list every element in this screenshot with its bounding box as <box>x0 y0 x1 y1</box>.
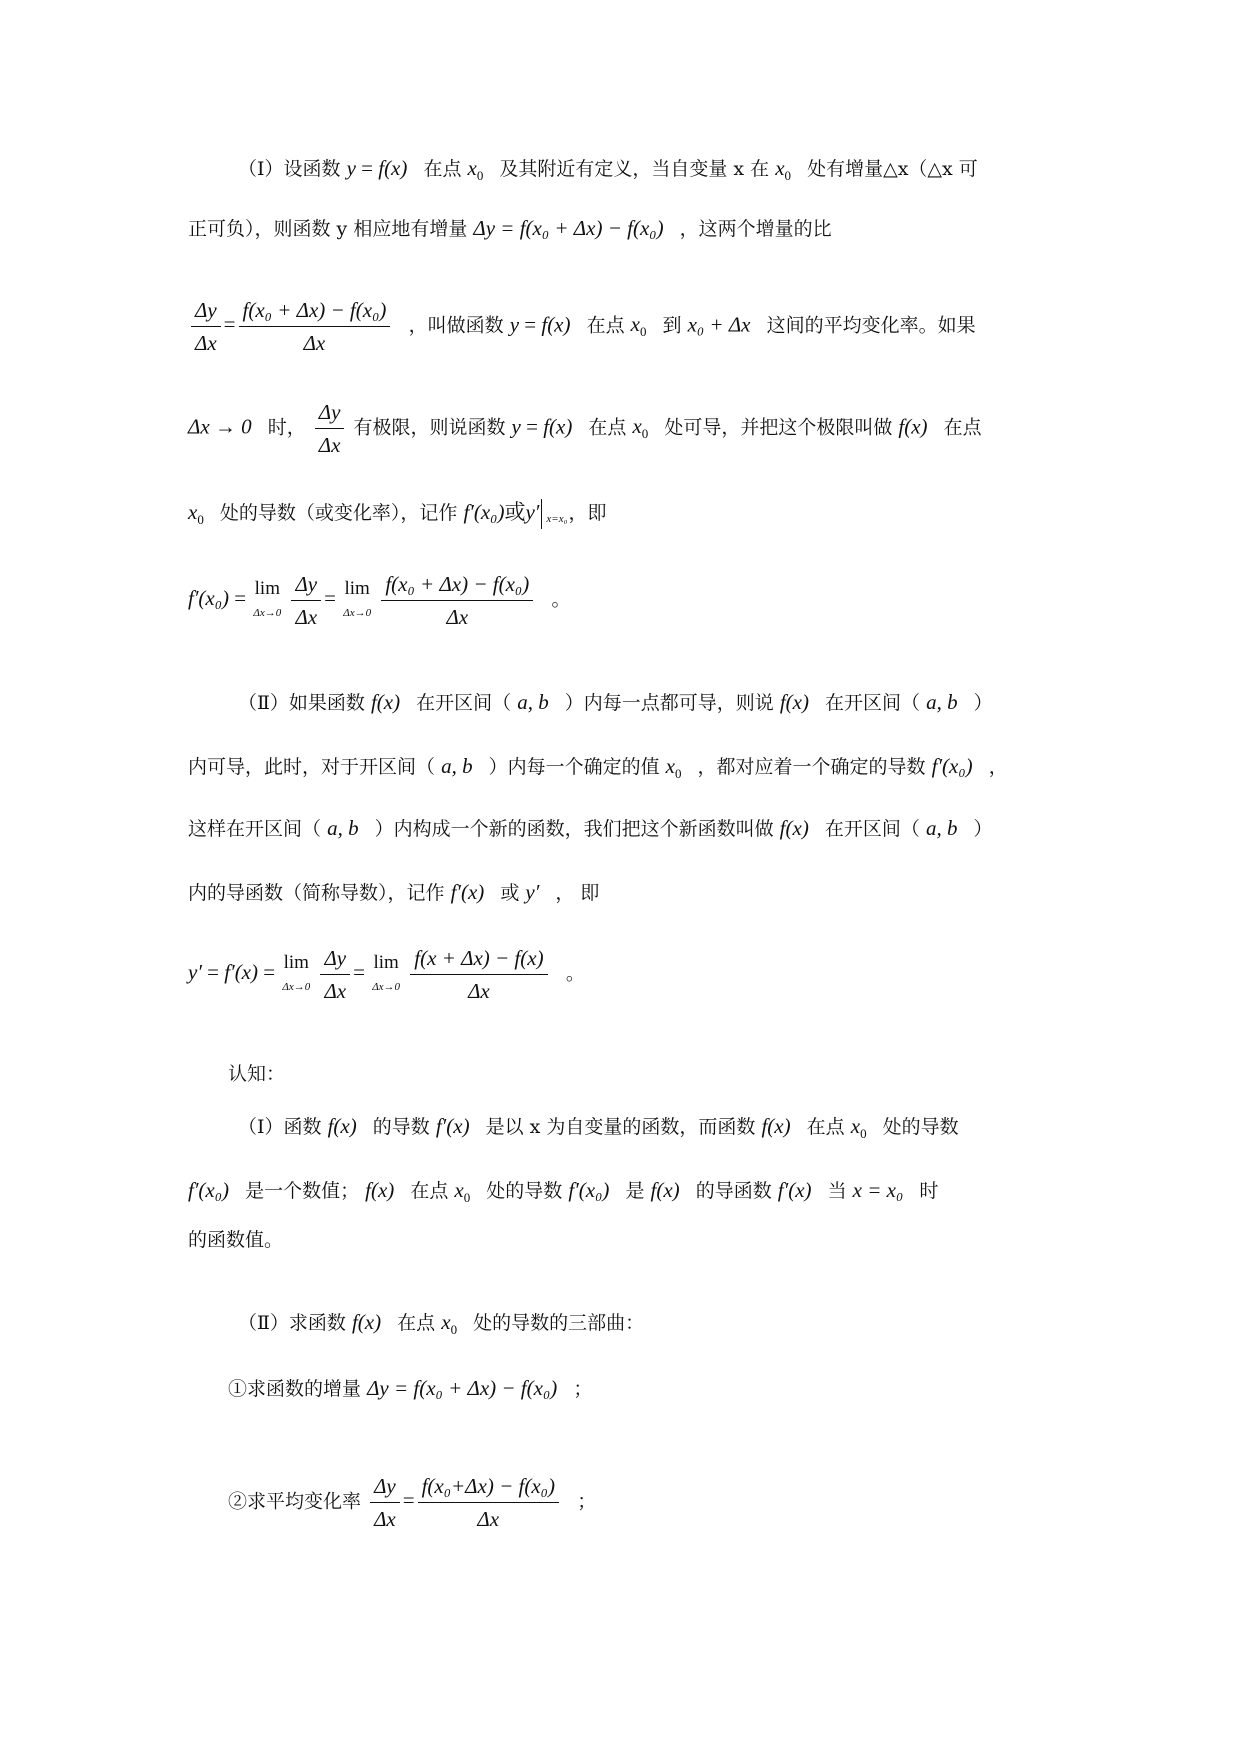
formula-fx: f(x) <box>327 1114 357 1138</box>
p2-line-3 <box>188 814 993 843</box>
text: ） <box>973 692 993 714</box>
p2-line-1 <box>238 688 993 717</box>
text: 当 <box>827 1180 847 1202</box>
formula-notation: f′(x₀)或y′ x=x₀ <box>463 500 542 524</box>
text: ①求函数的增量 <box>228 1378 362 1400</box>
formula-x0: $x_0$ <box>665 754 682 782</box>
text: 处的导数的三部曲： <box>473 1312 645 1334</box>
p3-line-1 <box>238 1112 959 1148</box>
formula-ab: a, b <box>926 690 958 714</box>
text: ，都对应着一个确定的导数 <box>697 756 926 778</box>
text: 。 <box>551 588 571 611</box>
text: 内的导函数（简称导数），记作 <box>188 882 445 904</box>
text: 在开区间（ <box>416 692 512 714</box>
text: （Ⅱ）如果函数 <box>238 692 365 714</box>
formula-ab: a, b <box>517 690 549 714</box>
text: （Ⅰ）函数 <box>238 1116 322 1138</box>
formula-average-rate: $\frac{\Delta y}{\Delta x}$ = $\frac{\text{f(x₀+Δx) − f(x₀)}}{\Delta x}$ <box>367 1488 567 1512</box>
formula-fx: f(x) <box>779 816 809 840</box>
text: （Ⅱ）求函数 <box>238 1312 346 1334</box>
formula-fx: f(x) <box>351 1310 382 1334</box>
formula-x0-plus-dx: x₀ + Δx <box>687 312 751 337</box>
text: 处的导数（或变化率），记作 <box>219 502 458 524</box>
formula-x0: $x_0$ <box>454 1178 471 1206</box>
text: 在开区间（ <box>825 692 921 714</box>
p4-line-1 <box>238 1308 644 1344</box>
formula-ab: a, b <box>441 754 473 778</box>
text: 时， <box>267 416 306 439</box>
formula-ab: a, b <box>925 816 958 840</box>
text: 处可导，并把这个极限叫做 <box>664 416 893 439</box>
p2-line-2 <box>188 752 1008 788</box>
formula-x0: $x_0$ <box>850 1114 867 1142</box>
formula-fx: f(x) <box>365 1178 395 1202</box>
formula-x0: $x_0$ <box>630 312 647 340</box>
text: ）内每一个确定的值 <box>488 756 660 778</box>
p1-line-3 <box>188 296 976 357</box>
text: 正可负），则函数 y 相应地有增量 <box>188 218 468 240</box>
formula-yprime: y′ <box>525 880 540 904</box>
text: ； <box>573 1378 593 1400</box>
step-2 <box>228 1472 596 1533</box>
p1-line-6 <box>188 570 570 631</box>
p3-line-2 <box>188 1176 938 1212</box>
formula-y-eq-fx: y = f(x) <box>509 312 571 337</box>
formula-dy-increment: Δy = f(x₀ + Δx) − f(x₀) <box>367 1376 558 1400</box>
p1-line-2 <box>188 214 832 243</box>
formula-fx: f(x) <box>761 1114 791 1138</box>
formula-ab: a, b <box>327 816 359 840</box>
formula-fprime-x0: f′(x₀) <box>931 754 973 778</box>
text: ， 即 <box>555 882 600 904</box>
text: ，这两个增量的比 <box>679 218 832 240</box>
p1-line-4 <box>188 398 982 459</box>
formula-x-eq-x0: x = x₀ <box>852 1178 904 1202</box>
text: 在点 <box>397 1312 436 1334</box>
formula-y-eq-fx: y = f(x) <box>346 156 408 180</box>
text: 及其附近有定义，当自变量 x 在 <box>499 158 770 180</box>
text: ②求平均变化率 <box>228 1490 362 1513</box>
text: 的函数值。 <box>188 1229 284 1251</box>
text: 在点 <box>586 314 625 337</box>
p2-line-5 <box>188 944 585 1005</box>
text: ； <box>577 1490 597 1513</box>
formula-y-eq-fx: y = f(x) <box>511 414 573 439</box>
formula-x0: $x_0$ <box>632 414 649 442</box>
formula-dy-over-dx: $\frac{\Delta y}{\Delta x}$ <box>312 414 348 438</box>
step-1 <box>228 1374 592 1403</box>
formula-fprime-x: f′(x) <box>435 1114 470 1138</box>
text: 是 <box>625 1180 645 1202</box>
text: 内可导，此时，对于开区间（ <box>188 756 436 778</box>
text: 在点 <box>410 1180 449 1202</box>
text: 认知： <box>228 1063 286 1085</box>
text: 这间的平均变化率。如果 <box>766 314 976 337</box>
text: 处有增量△x（△x 可 <box>807 158 978 180</box>
formula-x0: $x_0$ <box>441 1310 458 1338</box>
p1-line-5 <box>188 498 606 534</box>
formula-x0: $x_0$ <box>188 500 204 528</box>
text: 。 <box>565 962 585 985</box>
p1-line-1 <box>238 154 978 190</box>
text: 在点 <box>943 416 982 439</box>
text: 的导函数 <box>695 1180 772 1202</box>
p3-line-3 <box>188 1226 283 1254</box>
text: 在点 <box>588 416 627 439</box>
formula-fx: f(x) <box>898 414 928 439</box>
formula-dx-to-0: Δx → 0 <box>188 414 252 439</box>
formula-dy-increment: Δy = f(x₀ + Δx) − f(x₀) <box>473 216 664 240</box>
p2-line-4 <box>188 878 599 907</box>
formula-derivative-function: y′ = f′(x) = lim Δx→0 $\frac{\Delta y}{\Delta x}$ = lim Δx→0 $\frac{f(x + \Delta x) - f(x)}{\Delta x}$ <box>188 960 556 984</box>
formula-fx: f(x) <box>370 690 401 714</box>
formula-fprime-x: f′(x) <box>777 1178 812 1202</box>
text: 时 <box>919 1180 939 1202</box>
cognition-heading <box>228 1060 285 1088</box>
text: ， <box>988 756 1008 778</box>
text: 有极限，则说函数 <box>353 416 506 439</box>
text: ，叫做函数 <box>408 314 504 337</box>
formula-fx: f(x) <box>779 690 809 714</box>
formula-fprime-x0: f′(x₀) <box>188 1178 230 1202</box>
text: ）内构成一个新的函数，我们把这个新函数叫做 <box>374 818 774 840</box>
text: 处的导数 <box>882 1116 959 1138</box>
text: ） <box>973 818 993 840</box>
text: 的导数 <box>372 1116 430 1138</box>
text: 或 <box>500 882 520 904</box>
formula-fx: f(x) <box>650 1178 680 1202</box>
text: 处的导数 <box>486 1180 563 1202</box>
formula-fprime-x0: f′(x₀) <box>568 1178 610 1202</box>
text: 在点 <box>806 1116 845 1138</box>
text: 到 <box>662 314 682 337</box>
text: 在点 <box>423 158 462 180</box>
text: 在开区间（ <box>824 818 920 840</box>
formula-x0: $x_0$ <box>467 156 484 184</box>
text: ，即 <box>568 502 607 524</box>
formula-average-rate: $\frac{\Delta y}{\Delta x}$ = $\frac{\text{f(x₀ + Δx) − f(x₀)}}{\Delta x}$ <box>188 312 399 336</box>
formula-x0: $x_0$ <box>775 156 792 184</box>
formula-derivative-definition: f′(x₀) = lim Δx→0 $\frac{\Delta y}{\Delta x}$ = lim Δx→0 $\frac{\text{f(x₀ + Δx) − f(x₀)}}{\Delta x}$ <box>188 586 541 610</box>
text: （Ⅰ）设函数 <box>238 158 341 180</box>
text: 是以 x 为自变量的函数，而函数 <box>485 1116 756 1138</box>
text: 这样在开区间（ <box>188 818 322 840</box>
text: 是一个数值； <box>245 1180 360 1202</box>
text: ）内每一点都可导，则说 <box>564 692 774 714</box>
formula-fprime-x: f′(x) <box>450 880 485 904</box>
